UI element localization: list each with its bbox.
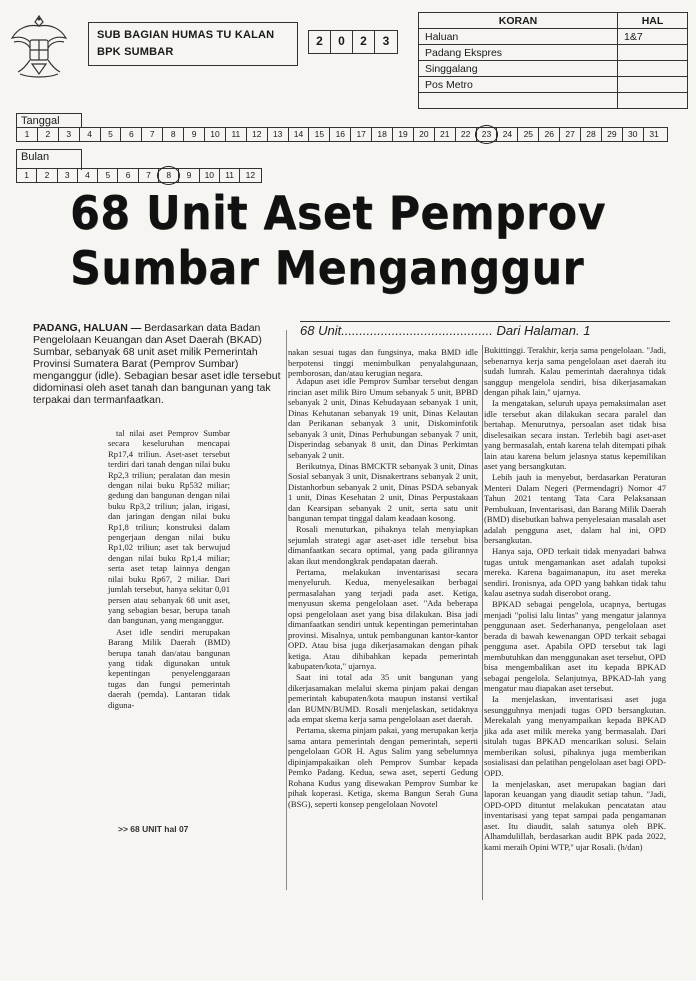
tanggal-strip — [16, 127, 668, 142]
lead-paragraph — [33, 322, 295, 406]
day-cell: 18 — [372, 128, 393, 141]
column-b — [288, 376, 478, 810]
dateline: PADANG, HALUAN — — [33, 322, 142, 334]
continuation-header: 68 Unit.......................................... Dari Halaman. 1 — [300, 321, 670, 338]
paragraph: nakan sesuai tugas dan fungsinya, maka BMD idle berpotensi tinggi menimbulkan penyalahgunaan, pemborosan, dan/atau kerugian negara. — [288, 347, 478, 378]
office-line-1: SUB BAGIAN HUMAS TU KALAN — [97, 29, 275, 41]
day-cell: 26 — [539, 128, 560, 141]
table-row — [419, 61, 688, 77]
table-row — [419, 29, 688, 45]
paragraph: Ia menjelaskan, inventarisasi aset juga sesungguhnya menjadi tugas OPD bersangkutan. Merekalah yang menyampaikan kepada BPKAD jika ada aset milik mereka yang bermasalah. Dari situlah tugas BPKAD mencarikan solusi. Selain memberikan solusi, pihaknya juga memberikan sosialisasi dan pelatihan pengelolaan aset bagi OPD-OPD. — [484, 694, 666, 778]
day-cell: 22 — [456, 128, 477, 141]
koran-header: KORAN — [419, 13, 618, 29]
bulan-strip — [16, 168, 262, 183]
hal-header: HAL — [618, 13, 688, 29]
day-cell: 9 — [184, 128, 205, 141]
day-cell: 21 — [435, 128, 456, 141]
month-cell: 9 — [179, 169, 199, 182]
day-cell: 12 — [247, 128, 268, 141]
month-cell: 7 — [139, 169, 159, 182]
paragraph: Lebih jauh ia menyebut, berdasarkan Peraturan Menteri Dalam Negeri (Permendagri) Nomor 47 Tahun 2021 tentang Tata Cara Pelaksanaan Pembukuan, Inventarisasi, dan Barang Milik Daerah (BMD) disebutkan bahwa penyelesaian masalah aset adalah pengguna aset, dalam hal ini, OPD bersangkutan. — [484, 472, 666, 545]
day-cell: 1 — [17, 128, 38, 141]
garuda-emblem-icon — [8, 8, 70, 82]
day-cell: 25 — [518, 128, 539, 141]
month-cell: 5 — [98, 169, 118, 182]
month-cell: 2 — [37, 169, 57, 182]
headline-line-1: 68 Unit Aset Pemprov — [70, 186, 606, 240]
month-cell: 3 — [58, 169, 78, 182]
day-cell: 7 — [142, 128, 163, 141]
day-cell: 6 — [121, 128, 142, 141]
koran-name: Haluan — [419, 29, 618, 45]
day-cell: 5 — [101, 128, 122, 141]
koran-name: Pos Metro — [419, 77, 618, 93]
column-c — [484, 345, 666, 853]
month-cell: 6 — [118, 169, 138, 182]
day-cell: 17 — [351, 128, 372, 141]
column-divider — [482, 345, 483, 900]
month-cell: 1 — [17, 169, 37, 182]
paragraph: Aset idle sendiri merupakan Barang Milik Daerah (BMD) berupa tanah dan/atau bangunan yang tidak digunakan untuk kepentingan penyelenggaraan tugas dan fungsi pemerintah daerah (pemda). Lantaran tidak diguna- — [108, 626, 230, 710]
headline — [70, 186, 670, 296]
paragraph: BPKAD sebagai pengelola, ucapnya, bertugas menjadi "polisi lalu lintas" yang mengatur jalannya penggunaan aset. Sederhananya, pengelolaan aset berada di bawah kewenangan OPD terkait sebagai pengguna aset. Apabila OPD tersebut tak lagi membutuhkan dan menggunakan aset tersebut, OPD bisa mengembalikan aset itu kepada BPKAD sebagai pengelola. Selanjutnya, BPKAD-lah yang mengatur mau diapakan aset tersebut. — [484, 599, 666, 693]
koran-table — [418, 12, 688, 109]
month-cell: 4 — [78, 169, 98, 182]
day-cell: 28 — [581, 128, 602, 141]
day-cell: 13 — [268, 128, 289, 141]
table-row — [419, 45, 688, 61]
paragraph: Bukittinggi. Terakhir, kerja sama pengelolaan. "Jadi, sebenarnya kerja sama pengelolaan aset daerah itu sudah lumrah. Kalau pemerintah daerahnya tidak sanggup mengelola sendiri, bisa dikerjasamakan dengan pihak lain," ujarnya. — [484, 345, 666, 397]
paragraph: Rosali menuturkan, pihaknya telah menyiapkan sejumlah strategi agar aset-aset idle tersebut bisa dimanfaatkan secara optimal, yang pada gilirannya akan ikut mendongkrak pendapatan daerah. — [288, 524, 478, 566]
day-cell: 30 — [623, 128, 644, 141]
year-digit: 3 — [382, 34, 390, 48]
continued-reference: >> 68 UNIT hal 07 — [118, 824, 189, 834]
day-cell: 23 — [477, 128, 498, 141]
column-divider — [286, 330, 287, 890]
day-cell: 16 — [330, 128, 351, 141]
month-cell: 11 — [220, 169, 240, 182]
day-cell: 20 — [414, 128, 435, 141]
day-cell: 11 — [226, 128, 247, 141]
day-cell: 29 — [602, 128, 623, 141]
year-digit: 2 — [353, 31, 375, 53]
day-cell: 10 — [205, 128, 226, 141]
paragraph: Saat ini total ada 35 unit bangunan yang dikerjasamakan melalui skema pinjam pakai dengan pemerintah kabupaten/kota maupun instansi vertikal dan BUMN/BUMD. Rosali menjelaskan, setidaknya ada empat skema kerja sama pengelolaan aset daerah. — [288, 672, 478, 724]
left-column — [108, 428, 230, 711]
day-cell: 27 — [560, 128, 581, 141]
koran-name: Singgalang — [419, 61, 618, 77]
paragraph: Pertama, skema pinjam pakai, yang merupakan kerja sama antara pemerintah dengan pemerintah, seperti pengelolaan GOR H. Agus Salim yang sebelumnya dipinjampakaikan oleh Pemprov Sumbar kepada Pemko Padang. Kedua, sewa aset, seperti Gedung Rohana Kudus yang disewakan Pemprov Sumbar ke pihak koperasi. Ketiga, skema Bangun Serah Guna (BSG), seperti konsep pengelolaan Novotel — [288, 725, 478, 809]
day-cell: 8 — [163, 128, 184, 141]
table-row — [419, 93, 688, 109]
koran-hal — [618, 45, 688, 61]
lead-text: Berdasarkan data Badan Pengelolaan Keuangan dan Aset Daerah (BKAD) Sumbar, sebanyak 68 unit aset milik Pemerintah Provinsi Sumatera Barat (Pemprov Sumbar) menganggur (idle). Sebagian besar aset idle tersebut didominasi oleh aset tanah dan bangunan yang tak terpakai dan termanfaatkan. — [33, 322, 281, 406]
day-cell: 4 — [80, 128, 101, 141]
month-cell: 10 — [200, 169, 220, 182]
day-cell: 31 — [649, 129, 659, 139]
day-cell: 24 — [497, 128, 518, 141]
day-cell: 15 — [309, 128, 330, 141]
year-box — [308, 30, 398, 54]
day-cell: 3 — [59, 128, 80, 141]
table-row — [419, 77, 688, 93]
year-digit: 2 — [309, 31, 331, 53]
koran-hal — [618, 61, 688, 77]
year-digit: 0 — [331, 31, 353, 53]
office-box — [88, 22, 298, 66]
bulan-label: Bulan — [16, 149, 82, 170]
koran-name: Padang Ekspres — [419, 45, 618, 61]
koran-hal — [618, 77, 688, 93]
day-cell: 19 — [393, 128, 414, 141]
paragraph: Ia menjelaskan, aset merupakan bagian dari laporan keuangan yang diaudit setiap tahun. "Jadi, OPD-OPD dituntut melakukan pencatatan atau inventarisasi yang tepat sampai pada pengamanan aset. Itu diaudit, salah satunya oleh BPK. Alhamdulillah, berdasarkan audit BPK pada 2022, kami meraih Opini WTP," ujar Rosali. (h/dan) — [484, 778, 666, 852]
month-cell: 8 — [159, 169, 179, 182]
paragraph: Berikutnya, Dinas BMCKTR sebanyak 3 unit, Dinas Sosial sebanyak 3 unit, Disnakertrans sebanyak 2 unit, Distanhorbun sebanyak 2 unit, Dinas PSDA sebanyak 1 unit, Dinas Kesehatan 2 unit, Dinas Perpustakaan dan Kearsipan sebanyak 2 unit, serta satu unit bangunan tempat tinggal dalam keadaan kosong. — [288, 460, 478, 523]
paragraph: Adapun aset idle Pemprov Sumbar tersebut dengan rincian aset milik Biro Umum sebanyak 5 unit, BPBD sebanyak 2 unit, Dinas Kebudayaan sebanyak 1 unit, Dinas Kehutanan sebanyak 19 unit, Dinas Kelautan dan Perikanan sebanyak 3 unit, Diskominfotik sebanyak 3 unit, Dinas Perhubungan sebanyak 7 unit, Disperindag sebanyak 8 unit, dan Dinas Perkimtan sebanyak 2 unit. — [288, 376, 478, 460]
headline-line-2: Sumbar Menganggur — [70, 241, 585, 295]
day-cell: 14 — [289, 128, 310, 141]
office-line-2: BPK SUMBAR — [97, 46, 174, 58]
month-cell: 12 — [245, 170, 256, 180]
koran-hal: 1&7 — [618, 29, 688, 45]
column-a-top — [288, 347, 478, 379]
paragraph: tal nilai aset Pemprov Sumbar secara keseluruhan mencapai Rp17,4 triliun. Aset-aset tersebut terdiri dari tanah dengan nilai buku Rp2,3 triliun; peralatan dan mesin dengan nilai buku Rp532 miliar; gedung dan bangunan dengan nilai buku Rp3,2 triliun; jalan, irigasi, dan jaringan dengan nilai buku Rp1,8 triliun; konstruksi dalam pengerjaan dengan nilai buku Rp1,02 triliun; aset tak berwujud dengan nilai buku Rp1,4 miliar; serta aset tetap lainnya dengan nilai buku Rp67, 2 miliar. Dari jumlah tersebut, hanya sekitar 0,01 persen atau sebanyak 68 unit aset, yang sebagian besar, berupa tanah dan bangunan, yang menganggur. — [108, 428, 230, 626]
paragraph: Hanya saja, OPD terkait tidak menyadari bahwa tugas untuk mengamankan aset adalah tupoksi mereka. Karena bagaimanapun, itu aset mereka sendiri. Ironisnya, ada OPD yang bahkan tidak tahu kalau asetnya sudah diserobot orang. — [484, 546, 666, 598]
tanggal-label: Tanggal — [16, 113, 82, 128]
paragraph: Ia mengatakan, seluruh upaya pemaksimalan aset idle tersebut akan dilakukan secara paralel dan bertahap. Menurutnya, persoalan aset tidak bisa diselesaikan secara instan. Terlebih bagi aset-aset yang bermasalah, entah karena telah ditempati pihak lain atau karena belum jelasnya status kepemilikan aset yang bersangkutan. — [484, 398, 666, 471]
paragraph: Pertama, melakukan inventarisasi secara menyeluruh. Kedua, menyelesaikan berbagai permasalahan yang terjadi pada aset. Ketiga, menyusun skema pengelolaan aset. "Ada beberapa opsi pengelolaan aset yang bisa dilakukan. Bisa jadi dimanfaatkan sendiri untuk kepentingan pemerintahan provinsi. Misalnya, untuk pembangunan kantor-kantor OPD. Atau bisa juga dikerjasamakan dengan pihak ketiga. Atau dihibahkan kepada pemerintah kabupaten/kota," ujarnya. — [288, 566, 478, 671]
day-cell: 2 — [38, 128, 59, 141]
